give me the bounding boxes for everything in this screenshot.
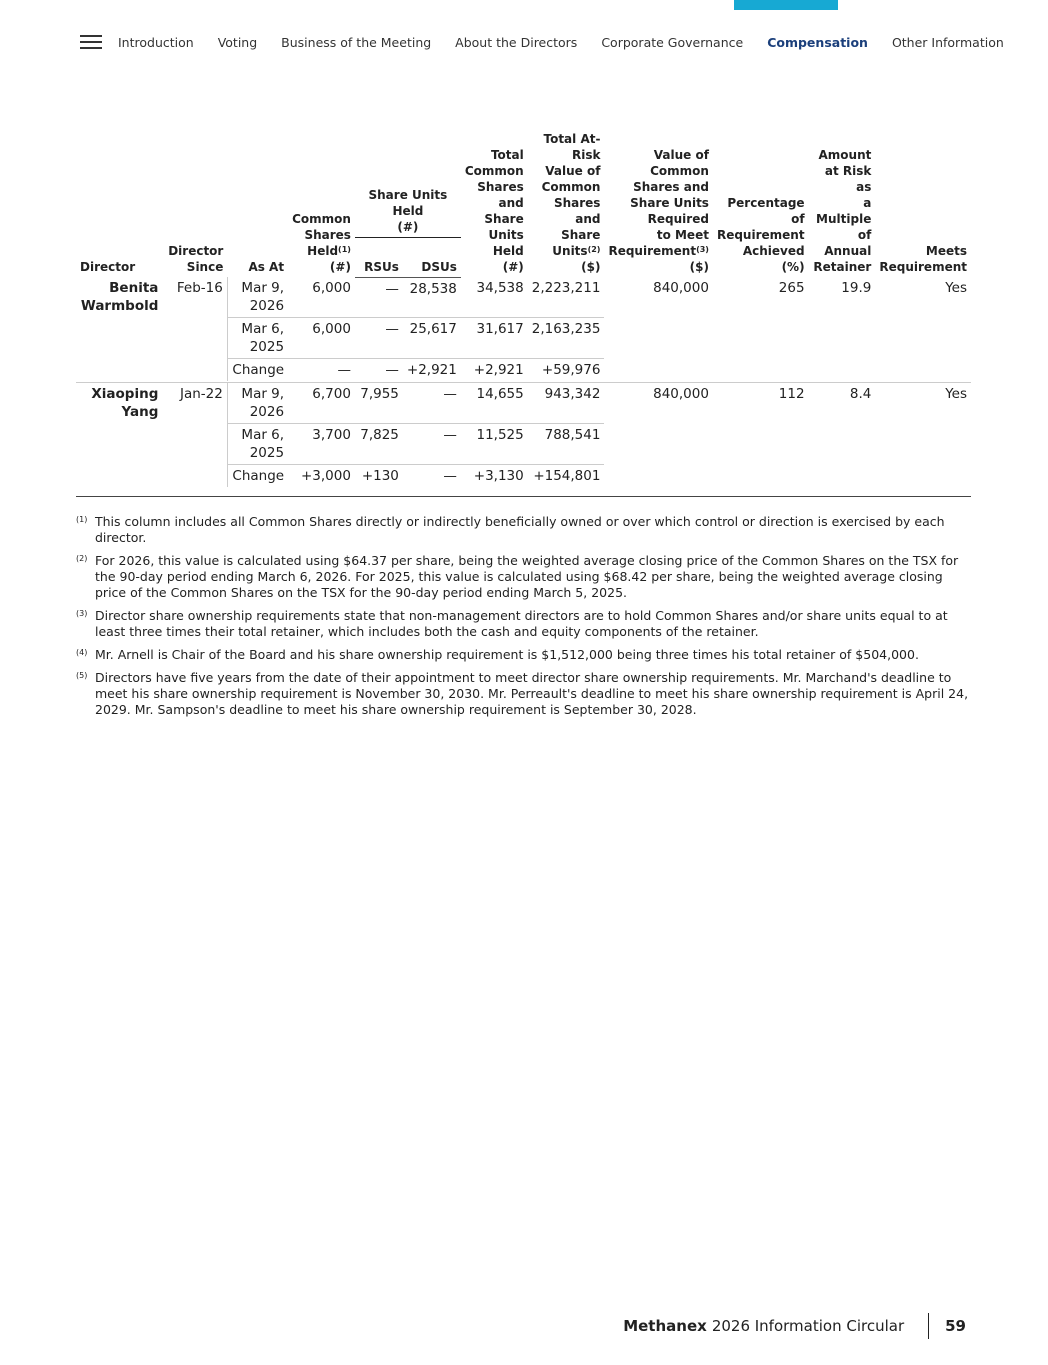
header-as-at: As At <box>248 260 285 274</box>
table-row <box>76 277 971 318</box>
header-total-common-shares-and-units: Total Common Shares and Share Units Held (#) <box>464 148 524 274</box>
common-shares-cell: 3,700 <box>288 424 355 465</box>
nav-item-other-information[interactable]: Other Information <box>891 34 1004 50</box>
footnote-number: (4) <box>76 648 88 657</box>
as-at-cell: Mar 6, 2025 <box>227 318 288 359</box>
footer-brand: Methanex <box>623 1317 707 1335</box>
rsus-cell: — <box>355 318 403 359</box>
as-at-cell: Mar 6, 2025 <box>227 424 288 465</box>
as-at-cell: Change <box>227 359 288 382</box>
value-required-cell: 840,000 <box>653 280 709 296</box>
table-bottom-rule <box>76 496 971 497</box>
rsus-cell: 7,955 <box>355 383 403 424</box>
footnote-number: (3) <box>76 609 88 618</box>
meets-requirement-cell: Yes <box>945 280 967 296</box>
header-percentage-achieved: Percentage of Requirement Achieved (%) <box>716 196 805 274</box>
meets-requirement-cell: Yes <box>945 386 967 402</box>
as-at-cell: Mar 9, 2026 <box>227 383 288 424</box>
common-shares-cell: — <box>337 362 351 378</box>
header-value-required: Value of Common Shares and Share Units Required to Meet Requirement$^{(3)}$ ($) <box>608 148 709 274</box>
footnote <box>76 514 976 546</box>
footnote <box>76 670 976 718</box>
footnote <box>76 647 976 663</box>
director-name: Benita Warmbold <box>80 280 159 314</box>
footnote-text: Mr. Arnell is Chair of the Board and his share ownership requirement is $1,512,000 being three times his total retainer of $504,000. <box>95 647 919 662</box>
footnote-text: Director share ownership requirements state that non-management directors are to hold Common Shares and/or share units equal to at least three times their total retainer, which includes both the cash and equity components of the retainer. <box>95 608 948 639</box>
director-share-ownership-table <box>76 131 971 487</box>
table-row <box>76 383 971 424</box>
footnote <box>76 553 976 601</box>
percentage-achieved-cell: 265 <box>778 280 805 296</box>
rsus-cell: — <box>385 362 399 378</box>
nav-item-corporate-governance[interactable]: Corporate Governance <box>601 34 744 50</box>
director-name: Xiaoping Yang <box>91 386 159 420</box>
header-common-shares-held: Common Shares Held$^{(1)}$ (#) <box>292 212 351 274</box>
dsus-cell: — <box>443 468 457 484</box>
dsus-cell: — <box>403 383 461 424</box>
header-rsus: RSUs <box>355 237 403 277</box>
total-units-cell: +2,921 <box>473 362 524 378</box>
as-at-cell: Mar 9, 2026 <box>227 277 288 318</box>
director-since: Feb-16 <box>176 280 223 296</box>
footer-divider <box>928 1313 929 1339</box>
director-block-yang <box>76 383 971 488</box>
nav-item-compensation[interactable]: Compensation <box>767 34 868 50</box>
rsus-cell: +130 <box>361 468 399 484</box>
multiple-retainer-cell: 8.4 <box>849 386 872 402</box>
value-required-cell: 840,000 <box>653 386 709 402</box>
header-meets-requirement: Meets Requirement <box>879 244 967 274</box>
nav-item-about-the-directors[interactable]: About the Directors <box>455 34 578 50</box>
header-amount-multiple-retainer: Amount at Risk as a Multiple of Annual Retainer <box>813 148 872 274</box>
page-footer <box>623 1313 966 1339</box>
footnote-number: (2) <box>76 554 88 563</box>
header-director: Director <box>80 260 136 274</box>
at-risk-value-cell: +59,976 <box>541 362 601 378</box>
total-units-cell: 31,617 <box>461 318 528 359</box>
rsus-cell: 7,825 <box>355 424 403 465</box>
dsus-cell: 28,538 <box>403 277 461 318</box>
total-units-cell: 14,655 <box>461 383 528 424</box>
at-risk-value-cell: 2,163,235 <box>528 318 605 359</box>
at-risk-value-cell: +154,801 <box>533 468 601 484</box>
footnote-number: (1) <box>76 515 88 524</box>
common-shares-cell: 6,000 <box>288 318 355 359</box>
total-units-cell: +3,130 <box>473 468 524 484</box>
nav-item-business-of-the-meeting[interactable]: Business of the Meeting <box>281 34 432 50</box>
dsus-cell: — <box>403 424 461 465</box>
header-director-since: Director Since <box>168 244 224 274</box>
director-block-warmbold <box>76 277 971 383</box>
total-units-cell: 34,538 <box>461 277 528 318</box>
director-since: Jan-22 <box>179 386 223 402</box>
dsus-cell: 25,617 <box>403 318 461 359</box>
page-number: 59 <box>945 1317 966 1335</box>
as-at-cell: Change <box>227 465 288 488</box>
footer-title: 2026 Information Circular <box>711 1317 905 1335</box>
footnote-number: (5) <box>76 671 88 680</box>
footnote <box>76 608 976 640</box>
footnote-text: Directors have five years from the date of their appointment to meet director share ownership requirements. Mr. Marchand's deadline to meet his share ownership requirement is November 30, 2030. Mr. Perreault's deadline to meet his share ownership requirement is April 24, 2029. Mr. Sampson's deadline to meet his share ownership requirement is September 30, 2028. <box>95 670 969 717</box>
header-dsus: DSUs <box>403 237 461 277</box>
at-risk-value-cell: 2,223,211 <box>528 277 605 318</box>
active-section-accent <box>734 0 838 10</box>
top-navigation <box>80 33 1028 51</box>
percentage-achieved-cell: 112 <box>778 386 805 402</box>
menu-icon[interactable] <box>80 35 102 49</box>
dsus-cell: +2,921 <box>406 362 457 378</box>
footnote-text: For 2026, this value is calculated using $64.37 per share, being the weighted average closing price of the Common Shares on the TSX for the 90-day period ending March 6, 2026. For 2025, this value is calculated using $68.42 per share, being the weighted average closing price of the Common Shares on the TSX for the 90-day period ending March 5, 2025. <box>95 553 959 600</box>
common-shares-cell: 6,700 <box>288 383 355 424</box>
total-units-cell: 11,525 <box>461 424 528 465</box>
nav-item-introduction[interactable]: Introduction <box>118 34 194 50</box>
nav-item-voting[interactable]: Voting <box>217 34 258 50</box>
header-total-at-risk-value: Total At- Risk Value of Common Shares and Share Units$^{(2)}$ ($) <box>541 132 601 274</box>
at-risk-value-cell: 943,342 <box>528 383 605 424</box>
at-risk-value-cell: 788,541 <box>528 424 605 465</box>
footnote-text: This column includes all Common Shares directly or indirectly beneficially owned or over which control or direction is exercised by each director. <box>95 514 945 545</box>
rsus-cell: — <box>355 277 403 318</box>
footnotes <box>76 514 976 725</box>
multiple-retainer-cell: 19.9 <box>841 280 872 296</box>
header-share-units-held: Share Units Held (#) <box>355 131 461 237</box>
common-shares-cell: +3,000 <box>300 468 351 484</box>
common-shares-cell: 6,000 <box>288 277 355 318</box>
table-header <box>76 131 971 277</box>
